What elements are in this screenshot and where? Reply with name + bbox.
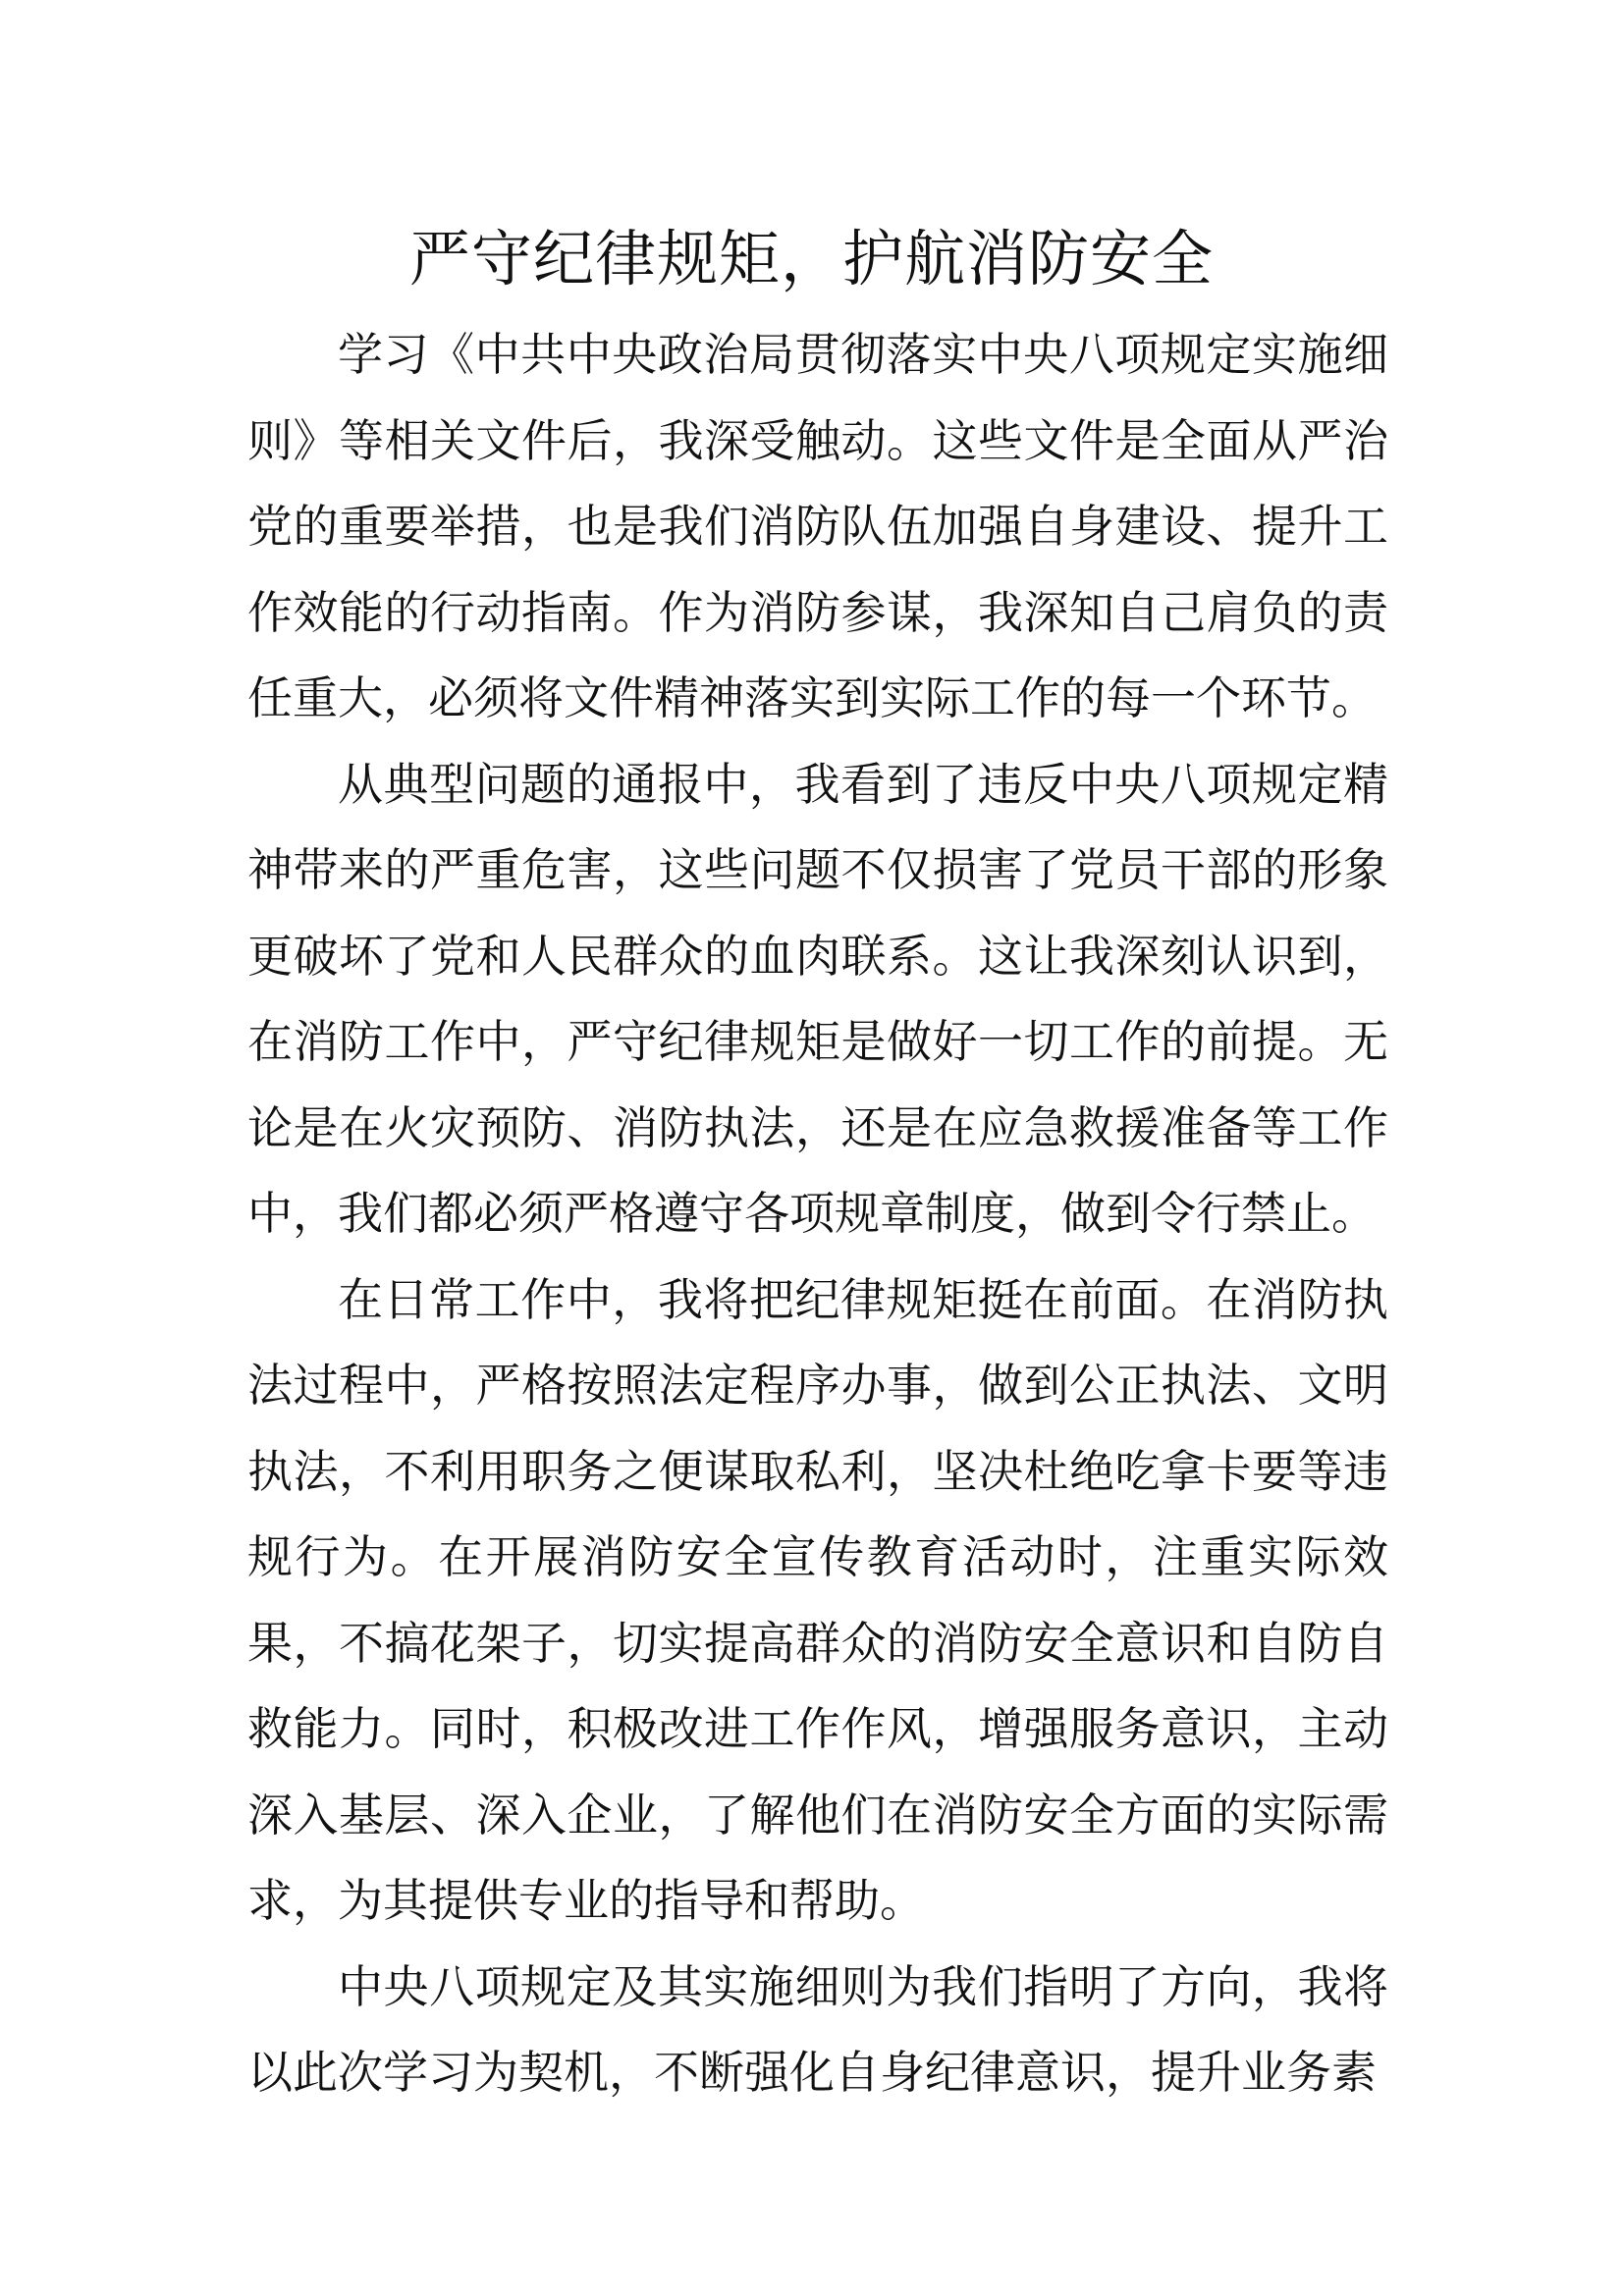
paragraph-3: 在日常工作中，我将把纪律规矩挺在前面。在消防执法过程中，严格按照法定程序办事，做到公正执法、文明执法，不利用职务之便谋取私利，坚决杜绝吃拿卡要等违规行为。在开展消防安全宣传教育活动时，注重实际效果，不搞花架子，切实提高群众的消防安全意识和自防自救能力。同时，积极改进工作作风，增强服务意识，主动深入基层、深入企业，了解他们在消防安全方面的实际需求，为其提供专业的指导和帮助。 — [247, 1272, 1388, 1927]
document-body — [247, 312, 1388, 2116]
paragraph-1: 学习《中共中央政治局贯彻落实中央八项规定实施细则》等相关文件后，我深受触动。这些文件是全面从严治党的重要举措，也是我们消防队伍加强自身建设、提升工作效能的行动指南。作为消防参谋，我深知自己肩负的责任重大，必须将文件精神落实到实际工作的每一个环节。 — [247, 328, 1388, 724]
paragraph-2: 从典型问题的通报中，我看到了违反中央八项规定精神带来的严重危害，这些问题不仅损害了党员干部的形象更破坏了党和人民群众的血肉联系。这让我深刻认识到，在消防工作中，严守纪律规矩是做好一切工作的前提。无论是在火灾预防、消防执法，还是在应急救援准备等工作中，我们都必须严格遵守各项规章制度，做到令行禁止。 — [247, 757, 1388, 1240]
paragraph-4: 中央八项规定及其实施细则为我们指明了方向，我将以此次学习为契机，不断强化自身纪律意识，提升业务素 — [247, 1959, 1388, 2099]
document-title: 严守纪律规矩，护航消防安全 — [408, 223, 1214, 294]
